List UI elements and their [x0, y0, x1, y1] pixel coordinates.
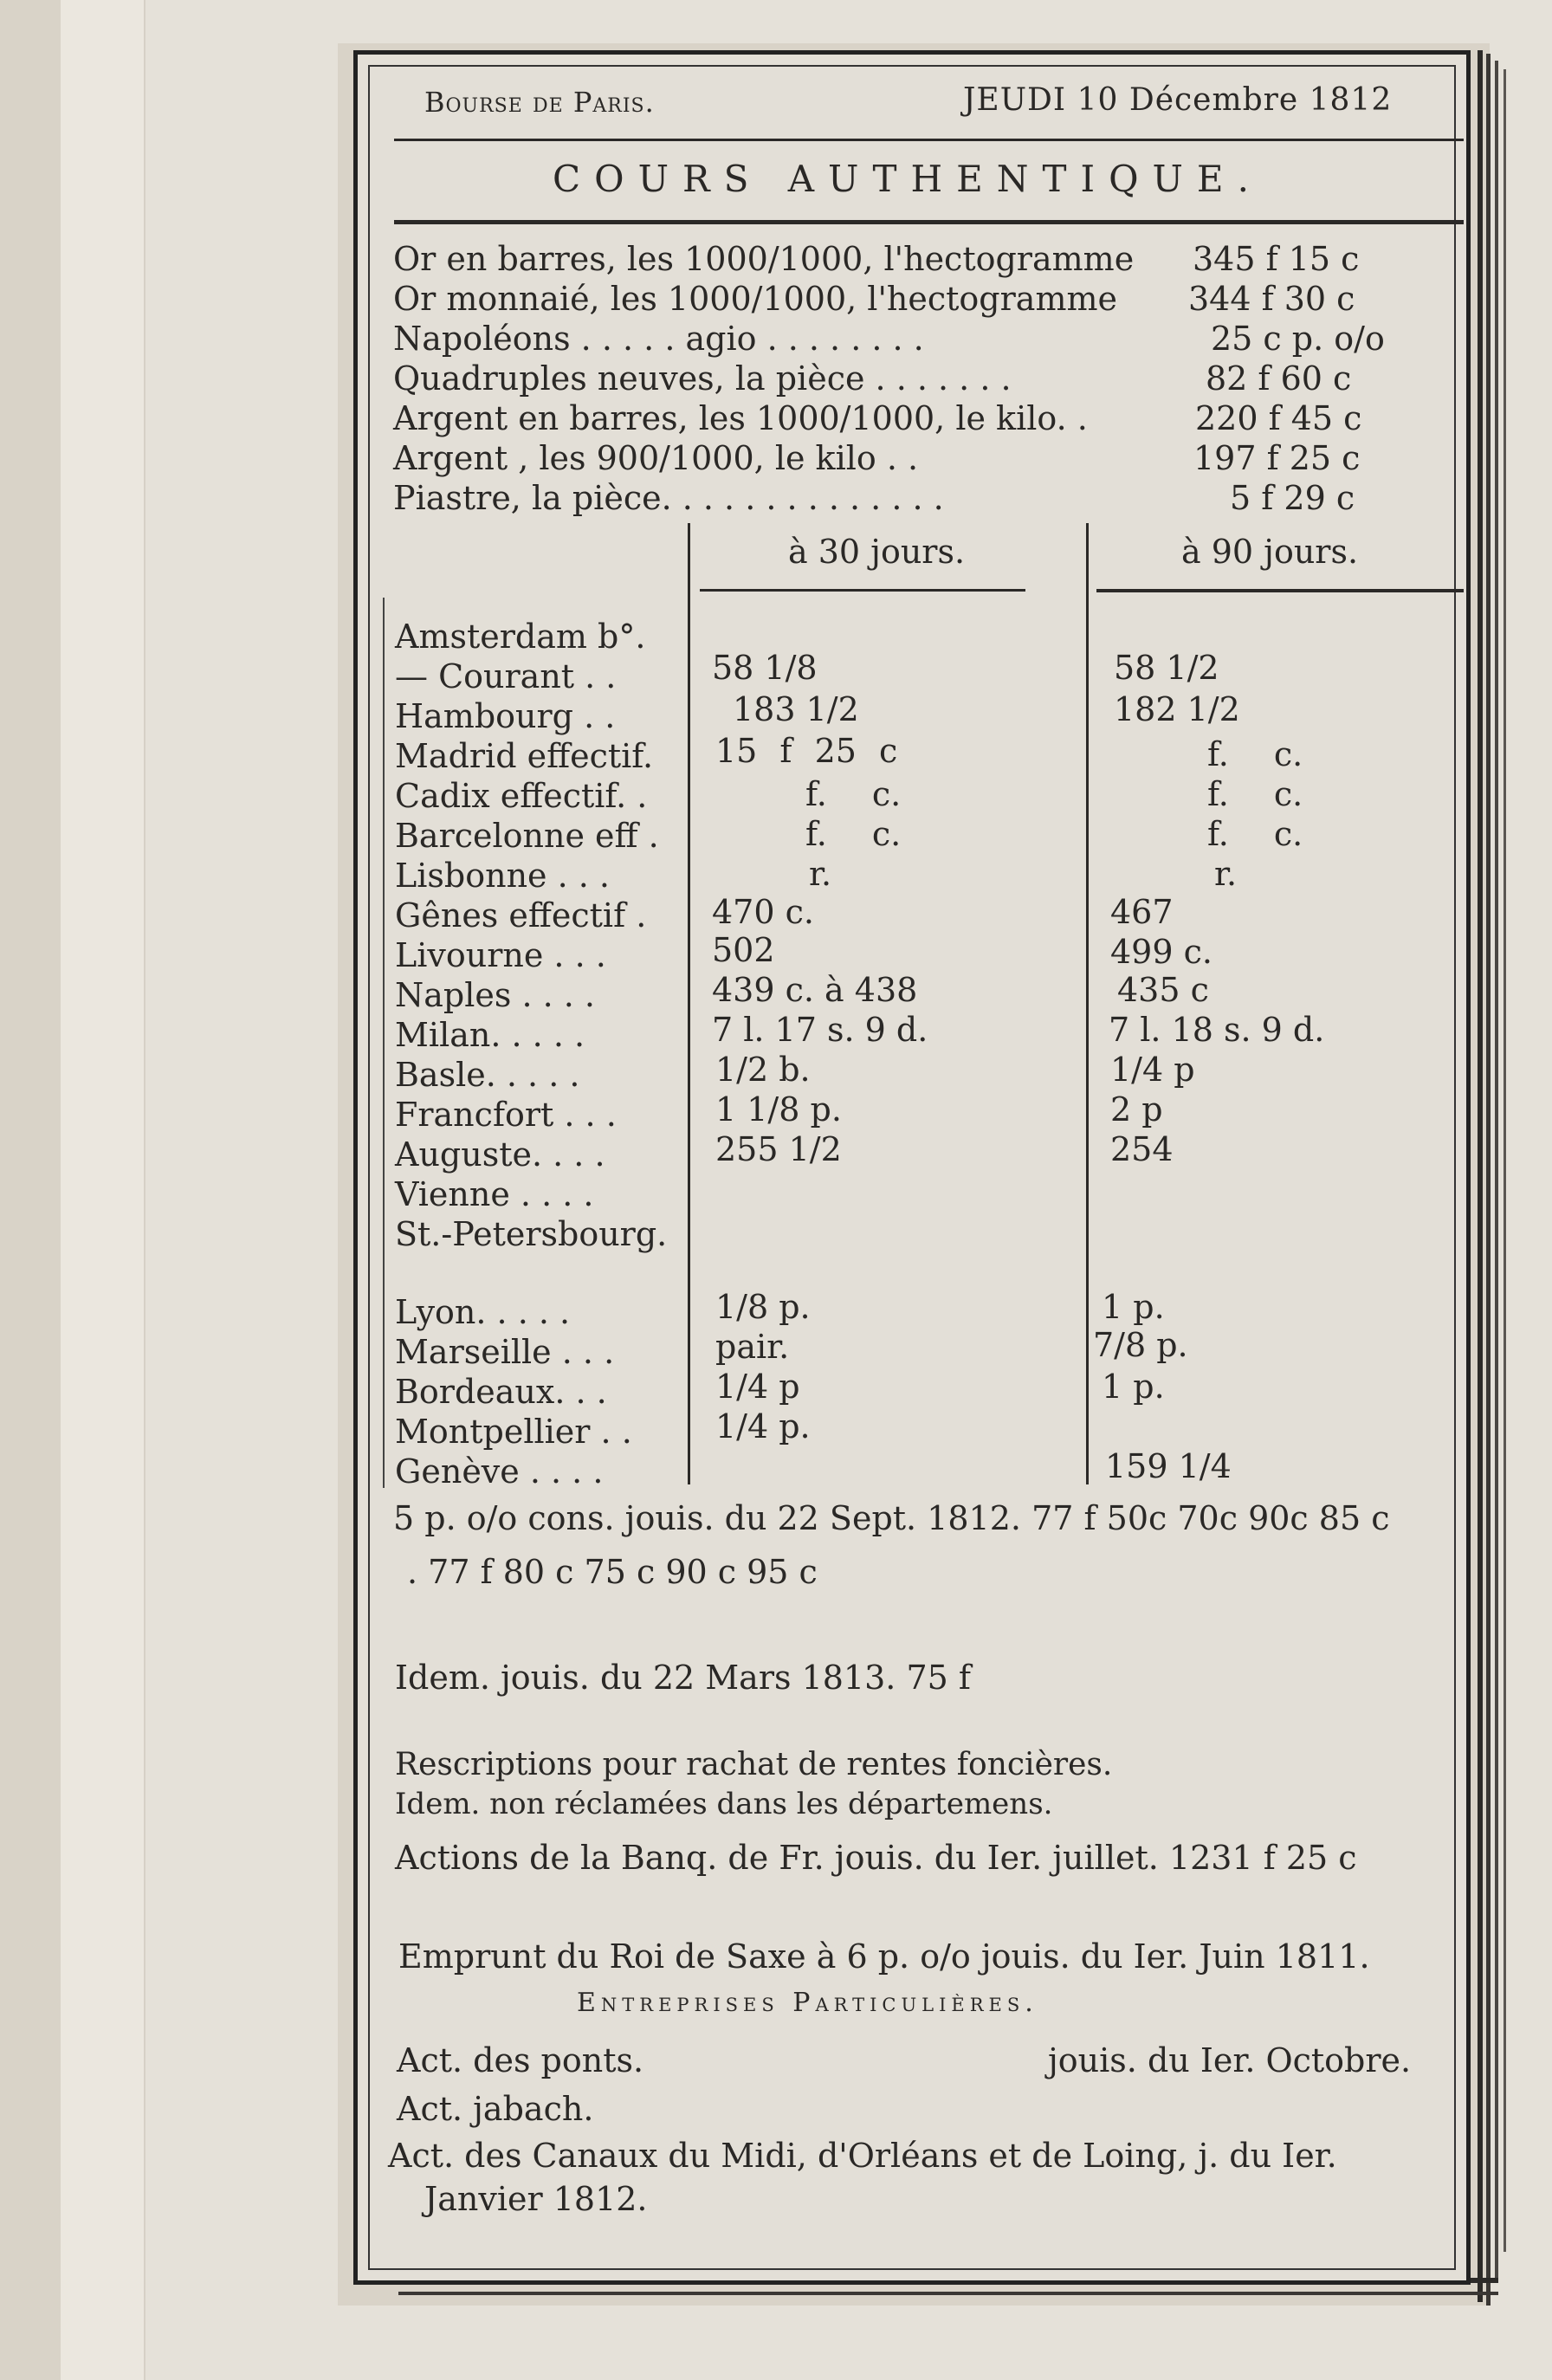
- bank-shares: Actions de la Banq. de Fr. jouis. du Ier. juillet. 1231 f 25 c: [395, 1839, 1357, 1877]
- rate-30: 439 c. à 438: [712, 971, 918, 1009]
- header-left: Bourse de Paris.: [424, 86, 655, 119]
- rate-30: 1/8 p.: [715, 1288, 811, 1326]
- rate-90: 1 p.: [1102, 1368, 1165, 1406]
- rate-90: f. c.: [1207, 735, 1303, 773]
- place-name: Naples . . . .: [395, 976, 596, 1014]
- rate-90: 2 p: [1110, 1090, 1163, 1129]
- ponts-label: Act. des ponts.: [397, 2041, 644, 2079]
- header-right: JEUDI 10 Décembre 1812: [963, 82, 1393, 118]
- metal-value: 220 f 45 c: [1195, 399, 1362, 437]
- rate-30: 255 1/2: [715, 1130, 842, 1168]
- metal-value: 5 f 29 c: [1230, 479, 1355, 517]
- metal-label: Napoléons . . . . . agio . . . . . . . .: [393, 320, 924, 358]
- place-name: Genève . . . .: [395, 1452, 604, 1491]
- metal-value: 344 f 30 c: [1188, 280, 1355, 318]
- rate-30: pair.: [715, 1328, 790, 1366]
- rate-90: f. c.: [1207, 815, 1303, 853]
- rate-90: 182 1/2: [1114, 690, 1240, 728]
- book-spine: [0, 0, 61, 2380]
- metal-value: 345 f 15 c: [1193, 240, 1360, 278]
- canaux-line: Janvier 1812.: [424, 2180, 648, 2218]
- place-name: Milan. . . . .: [395, 1016, 585, 1054]
- place-name: Lyon. . . . .: [395, 1293, 571, 1331]
- metal-label: Argent , les 900/1000, le kilo . .: [393, 439, 919, 477]
- rentes-line: . 77 f 80 c 75 c 90 c 95 c: [407, 1553, 818, 1591]
- metal-value: 82 f 60 c: [1206, 359, 1352, 398]
- metal-label: Piastre, la pièce. . . . . . . . . . . . . .: [393, 479, 944, 517]
- rate-90: 467: [1110, 893, 1174, 931]
- place-name: Barcelonne eff .: [395, 817, 659, 855]
- emprunt-saxe: Emprunt du Roi de Saxe à 6 p. o/o jouis. du Ier. Juin 1811.: [398, 1937, 1370, 1976]
- rate-30: 7 l. 17 s. 9 d.: [712, 1011, 928, 1049]
- rate-30: r.: [809, 855, 832, 893]
- place-name: Cadix effectif. .: [395, 777, 648, 815]
- metal-label: Or en barres, les 1000/1000, l'hectogramme: [393, 240, 1135, 278]
- rate-30: 58 1/8: [712, 649, 818, 687]
- column-rule: [700, 589, 1025, 592]
- metal-value: 25 c p. o/o: [1211, 320, 1385, 358]
- place-name: Gênes effectif .: [395, 896, 647, 935]
- header-rule: [394, 139, 1464, 141]
- rate-30: 1/4 p: [715, 1368, 800, 1406]
- page-edge: [1478, 50, 1483, 2302]
- rescriptions: Rescriptions pour rachat de rentes foncières.: [395, 1747, 1113, 1782]
- ponts-date: jouis. du Ier. Octobre.: [1048, 2041, 1412, 2079]
- place-name: Vienne . . . .: [395, 1175, 594, 1213]
- rate-90: 435 c: [1117, 971, 1209, 1009]
- place-name: Montpellier . .: [395, 1413, 632, 1451]
- rentes-idem: Idem. jouis. du 22 Mars 1813. 75 f: [395, 1659, 971, 1697]
- place-name: Amsterdam b°.: [395, 618, 646, 656]
- left-rule: [383, 598, 385, 1488]
- place-name: Hambourg . .: [395, 697, 616, 735]
- place-name: St.-Petersbourg.: [395, 1215, 668, 1253]
- rate-30: f. c.: [805, 815, 902, 853]
- column-header-90: à 90 jours.: [1181, 533, 1359, 571]
- rate-90: 159 1/4: [1105, 1447, 1232, 1485]
- title-rule: [394, 220, 1464, 224]
- rate-30: f. c.: [805, 775, 902, 813]
- metal-value: 197 f 25 c: [1193, 439, 1361, 477]
- table-divider: [688, 523, 690, 1484]
- metal-label: Argent en barres, les 1000/1000, le kilo. .: [393, 399, 1088, 437]
- column-header-30: à 30 jours.: [788, 533, 966, 571]
- rate-90: 7 l. 18 s. 9 d.: [1109, 1011, 1325, 1049]
- rate-90: r.: [1214, 855, 1238, 893]
- rate-30: 15 f 25 c: [715, 732, 898, 770]
- page-edge-bottom: [398, 2292, 1498, 2295]
- canaux-line: Act. des Canaux du Midi, d'Orléans et de Loing, j. du Ier.: [388, 2137, 1337, 2175]
- page-edge: [1486, 54, 1491, 2306]
- place-name: Basle. . . . .: [395, 1056, 580, 1094]
- section-heading: Entreprises Particulières.: [577, 1988, 1038, 2018]
- place-name: Auguste. . . .: [395, 1135, 605, 1174]
- rate-90: 499 c.: [1110, 933, 1212, 971]
- table-divider: [1086, 523, 1089, 1484]
- rescriptions-idem: Idem. non réclamées dans les départemens.: [395, 1787, 1053, 1821]
- rate-90: 254: [1110, 1130, 1174, 1168]
- place-name: Madrid effectif.: [395, 737, 654, 775]
- page-title: COURS AUTHENTIQUE.: [553, 158, 1263, 200]
- column-rule: [1096, 589, 1464, 592]
- rentes-line: 5 p. o/o cons. jouis. du 22 Sept. 1812. 77 f 50c 70c 90c 85 c: [393, 1499, 1390, 1537]
- place-name: Lisbonne . . .: [395, 857, 611, 895]
- metal-label: Or monnaié, les 1000/1000, l'hectogramme: [393, 280, 1117, 318]
- rate-90: 58 1/2: [1114, 649, 1219, 687]
- place-name: Marseille . . .: [395, 1333, 615, 1371]
- rate-90: 7/8 p.: [1093, 1326, 1188, 1364]
- place-name: Livourne . . .: [395, 936, 606, 974]
- page-edge: [1504, 69, 1506, 2252]
- jabach: Act. jabach.: [397, 2090, 594, 2128]
- rate-30: 183 1/2: [733, 690, 859, 728]
- rate-90: 1 p.: [1102, 1288, 1165, 1326]
- page-edge: [1495, 61, 1498, 2278]
- rate-30: 502: [712, 931, 775, 969]
- rate-30: 470 c.: [712, 893, 814, 931]
- rate-30: 1/2 b.: [715, 1051, 811, 1089]
- flyleaf: [61, 0, 146, 2380]
- metal-label: Quadruples neuves, la pièce . . . . . . .: [393, 359, 1012, 398]
- rate-30: 1 1/8 p.: [715, 1090, 842, 1129]
- place-name: — Courant . .: [395, 657, 617, 695]
- place-name: Bordeaux. . .: [395, 1373, 607, 1411]
- rate-90: 1/4 p: [1110, 1051, 1195, 1089]
- rate-30: 1/4 p.: [715, 1407, 811, 1445]
- rate-90: f. c.: [1207, 775, 1303, 813]
- place-name: Francfort . . .: [395, 1096, 617, 1134]
